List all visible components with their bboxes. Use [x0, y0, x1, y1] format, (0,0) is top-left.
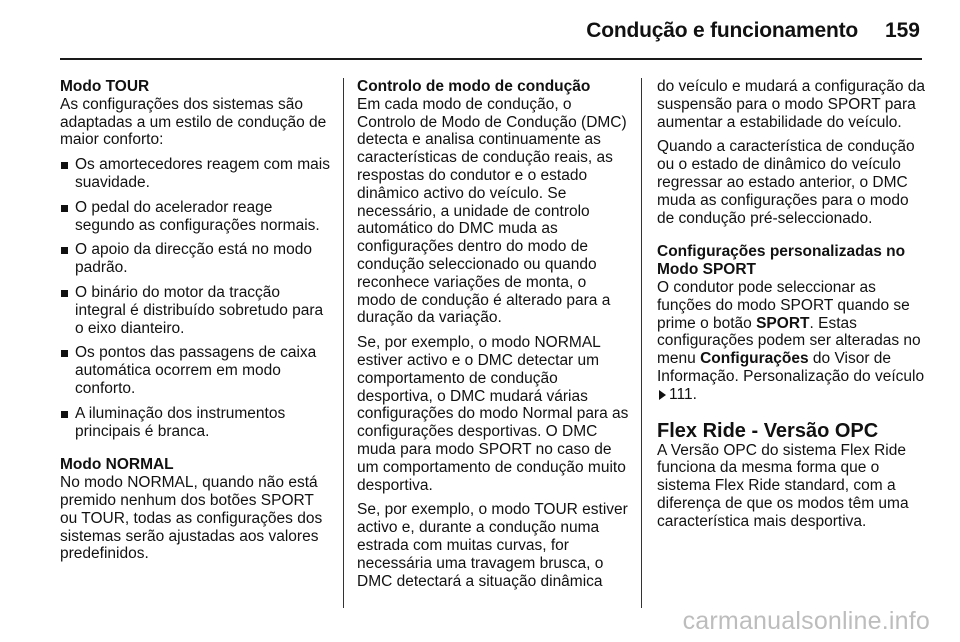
bullet-square-icon — [61, 205, 68, 212]
bullet-square-icon — [61, 162, 68, 169]
bullet-square-icon — [61, 411, 68, 418]
normal-heading: Modo NORMAL — [60, 456, 174, 474]
header-divider — [60, 58, 922, 60]
list-item: O binário do motor da tracção integral é distribuído sobretudo para o eixo dianteiro. — [60, 284, 330, 337]
list-item: O pedal do acelerador reage segundo as configurações normais. — [60, 199, 330, 235]
dmc-paragraph: Em cada modo de condução, o Controlo de Modo de Condução (DMC) detecta e analisa continuamente as características de condução reais, as respostas do condutor e o estado dinâmico activo do veículo. Se necessário, a unidade de controlo automático do DMC muda as configurações dentro do modo de condução seleccionado ou quando reconhece variações de monta, o modo de condução é alterado para a duração da variação. — [357, 95, 627, 327]
tour-heading: Modo TOUR — [60, 78, 150, 95]
list-item: O apoio da direcção está no modo padrão. — [60, 241, 330, 277]
custom-settings-text: O condutor pode seleccionar as funções do modo SPORT quando se prime o botão SPORT. Estas configurações podem ser alteradas no menu Configurações do Visor de Informação. Personalização do veículo 111. — [657, 278, 925, 403]
page-title: Condução e funcionamento — [586, 19, 858, 42]
page-reference-arrow-icon — [659, 390, 666, 400]
flex-ride-text: A Versão OPC do sistema Flex Ride funciona da mesma forma que o sistema Flex Ride standard, com a diferença de que os modos têm uma característica mais desportiva. — [657, 441, 909, 530]
dmc-paragraph: Se, por exemplo, o modo TOUR estiver activo e, durante a condução numa estrada com muitas curvas, for necessária uma travagem brusca, o DMC detectará a situação dinâmica — [357, 501, 628, 590]
dmc-paragraph: Quando a característica de condução ou o estado de dinâmico do veículo regressar ao estado anterior, o DMC muda as configurações para o modo de condução pré-seleccionado. — [657, 138, 915, 227]
dmc-heading: Controlo de modo de condução — [357, 78, 591, 95]
sport-button-label: SPORT — [756, 314, 810, 332]
normal-text: No modo NORMAL, quando não está premido nenhum dos botões SPORT ou TOUR, todas as configurações dos sistemas serão ajustadas aos valores predefinidos. — [60, 474, 323, 563]
list-item: Os amortecedores reagem com mais suavidade. — [60, 156, 330, 192]
column-divider — [641, 78, 642, 608]
column-divider — [343, 78, 344, 608]
watermark: carmanualsonline.info — [682, 607, 930, 635]
dmc-paragraph: Se, por exemplo, o modo NORMAL estiver activo e o DMC detectar um comportamento de condução desportiva, o DMC mudará várias configurações do modo Normal para as configurações desportivas. O DMC muda para modo SPORT no caso de um comportamento de condução muito desportiva. — [357, 334, 629, 494]
dmc-paragraph: do veículo e mudará a configuração da suspensão para o modo SPORT para aumentar a estabilidade do veículo. — [657, 78, 925, 131]
column-1 — [60, 78, 330, 563]
page-number: 159 — [884, 19, 920, 42]
column-2 — [357, 78, 629, 590]
settings-menu-label: Configurações — [700, 350, 809, 368]
page-reference[interactable]: 111 — [669, 385, 693, 403]
list-item: Os pontos das passagens de caixa automática ocorrem em modo conforto. — [60, 344, 330, 397]
flex-ride-heading: Flex Ride - Versão OPC — [657, 419, 879, 442]
tour-intro: As configurações dos sistemas são adaptadas a um estilo de condução de maior conforto: — [60, 95, 327, 149]
column-3 — [657, 78, 927, 531]
bullet-square-icon — [61, 350, 68, 357]
bullet-square-icon — [61, 247, 68, 254]
list-item: A iluminação dos instrumentos principais é branca. — [60, 405, 330, 441]
custom-settings-heading: Configurações personalizadas no Modo SPORT — [657, 243, 906, 279]
bullet-square-icon — [61, 290, 68, 297]
